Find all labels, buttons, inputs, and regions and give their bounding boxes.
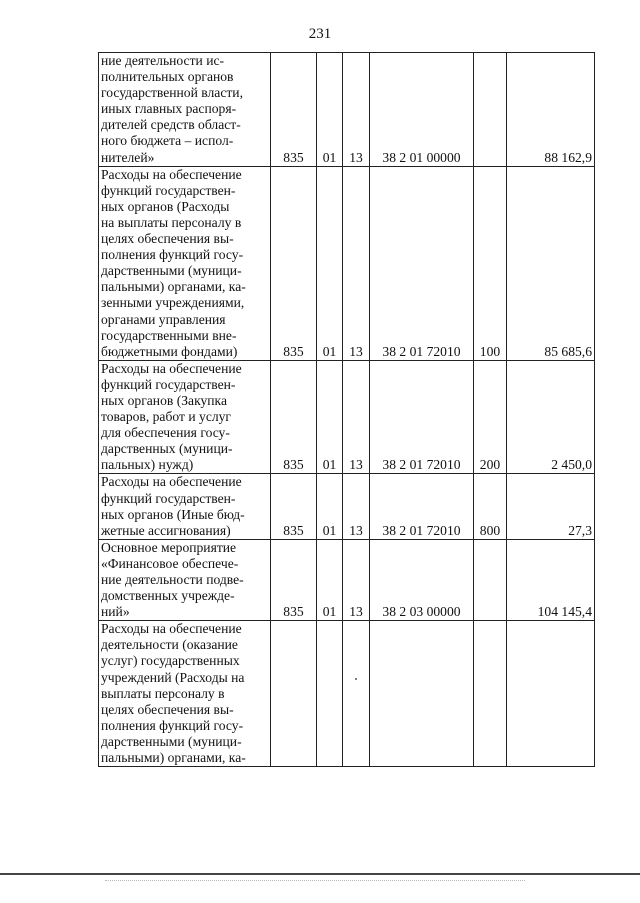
description-line: Расходы на обеспечение — [101, 621, 242, 637]
cell-expense-type — [474, 53, 507, 167]
description-line: ние деятельности подве- — [101, 572, 244, 587]
description-line: полнения функций госу- — [101, 247, 244, 263]
description-line: Расходы на обеспечение — [101, 166, 242, 182]
description-line: целях обеспечения вы- — [101, 701, 234, 717]
cell-amount: 104 145,4 — [507, 539, 595, 620]
cell-expense-type: 800 — [474, 474, 507, 539]
cell-expense-type — [474, 539, 507, 620]
page-number: 231 — [308, 26, 332, 42]
description-line: дарственными (муници- — [101, 263, 242, 279]
cell-amount — [507, 621, 595, 767]
description-line: пальными) органами, ка- — [101, 750, 246, 766]
description-line: выплаты персоналу в — [101, 685, 225, 701]
description-line: зенными учреждениями, — [101, 295, 245, 311]
cell-target-article: 38 2 01 72010 — [370, 166, 474, 360]
cell-subsection: 13 — [343, 360, 370, 474]
table-row — [99, 53, 595, 167]
cell-subsection: 13 — [343, 474, 370, 539]
cell-target-article: 38 2 01 72010 — [370, 474, 474, 539]
description-line: учреждений (Расходы на — [101, 669, 245, 685]
description-line: полнительных органов — [101, 69, 234, 85]
description-line: ний» — [101, 604, 130, 620]
row-description — [99, 166, 271, 360]
row-description — [99, 474, 271, 539]
table-row — [99, 621, 595, 767]
description-line: жетные ассигнования) — [101, 522, 231, 538]
cell-ministry: 835 — [271, 539, 317, 620]
row-description — [99, 53, 271, 167]
cell-target-article: 38 2 01 00000 — [370, 53, 474, 167]
cell-amount: 88 162,9 — [507, 53, 595, 167]
description-line: полнения функций госу- — [101, 717, 244, 733]
page-bottom-rule — [0, 873, 640, 875]
cell-amount: 2 450,0 — [507, 360, 595, 474]
cell-section: 01 — [317, 53, 343, 167]
description-line: деятельности (оказание — [101, 637, 238, 653]
description-line: ние деятельности ис- — [101, 53, 225, 68]
description-line: Расходы на обеспечение — [101, 474, 242, 490]
description-line: дарственных (муници- — [101, 441, 233, 457]
description-line: иных главных распоря- — [101, 101, 237, 117]
description-line: «Финансовое обеспече- — [101, 555, 239, 571]
cell-target-article: 38 2 03 00000 — [370, 539, 474, 620]
cell-subsection: 13 — [343, 166, 370, 360]
description-line: ных органов (Закупка — [101, 392, 227, 408]
row-description — [99, 360, 271, 474]
cell-subsection — [343, 621, 370, 767]
description-line: товаров, работ и услуг — [101, 409, 232, 425]
description-line: ных органов (Расходы — [101, 198, 230, 214]
description-line: целях обеспечения вы- — [101, 231, 234, 247]
cell-ministry: 835 — [271, 360, 317, 474]
row-description — [99, 539, 271, 620]
scan-noise — [105, 880, 525, 885]
cell-expense-type: 200 — [474, 360, 507, 474]
cell-expense-type — [474, 621, 507, 767]
scan-speck — [355, 678, 357, 680]
description-line: пальными) органами, ка- — [101, 279, 246, 295]
cell-target-article: 38 2 01 72010 — [370, 360, 474, 474]
table-row — [99, 474, 595, 539]
description-line: нителей» — [101, 149, 155, 165]
cell-section: 01 — [317, 166, 343, 360]
description-line: ных органов (Иные бюд- — [101, 506, 245, 522]
cell-amount: 85 685,6 — [507, 166, 595, 360]
cell-section — [317, 621, 343, 767]
description-line: дарственными (муници- — [101, 733, 242, 749]
description-line: Расходы на обеспечение — [101, 360, 242, 376]
cell-section: 01 — [317, 360, 343, 474]
budget-table — [98, 52, 595, 767]
cell-ministry: 835 — [271, 474, 317, 539]
description-line: Основное мероприятие — [101, 539, 237, 555]
cell-expense-type: 100 — [474, 166, 507, 360]
cell-ministry — [271, 621, 317, 767]
description-line: государственной власти, — [101, 85, 243, 101]
description-line: для обеспечения госу- — [101, 425, 230, 441]
budget-table-body — [99, 53, 595, 767]
description-line: бюджетными фондами) — [101, 343, 238, 359]
description-line: функций государствен- — [101, 182, 236, 198]
cell-target-article — [370, 621, 474, 767]
description-line: функций государствен- — [101, 490, 236, 506]
cell-amount: 27,3 — [507, 474, 595, 539]
row-description — [99, 621, 271, 767]
cell-subsection: 13 — [343, 539, 370, 620]
description-line: ного бюджета – испол- — [101, 133, 234, 149]
description-line: на выплаты персоналу в — [101, 214, 242, 230]
description-line: пальных) нужд) — [101, 457, 194, 473]
table-row — [99, 539, 595, 620]
cell-subsection: 13 — [343, 53, 370, 167]
cell-ministry: 835 — [271, 166, 317, 360]
description-line: органами управления — [101, 311, 226, 327]
cell-section: 01 — [317, 474, 343, 539]
cell-section: 01 — [317, 539, 343, 620]
cell-ministry: 835 — [271, 53, 317, 167]
table-row — [99, 360, 595, 474]
description-line: домственных учрежде- — [101, 588, 235, 604]
description-line: дителей средств област- — [101, 117, 241, 133]
table-row — [99, 166, 595, 360]
description-line: государственными вне- — [101, 327, 237, 343]
description-line: функций государствен- — [101, 376, 236, 392]
description-line: услуг) государственных — [101, 653, 240, 669]
